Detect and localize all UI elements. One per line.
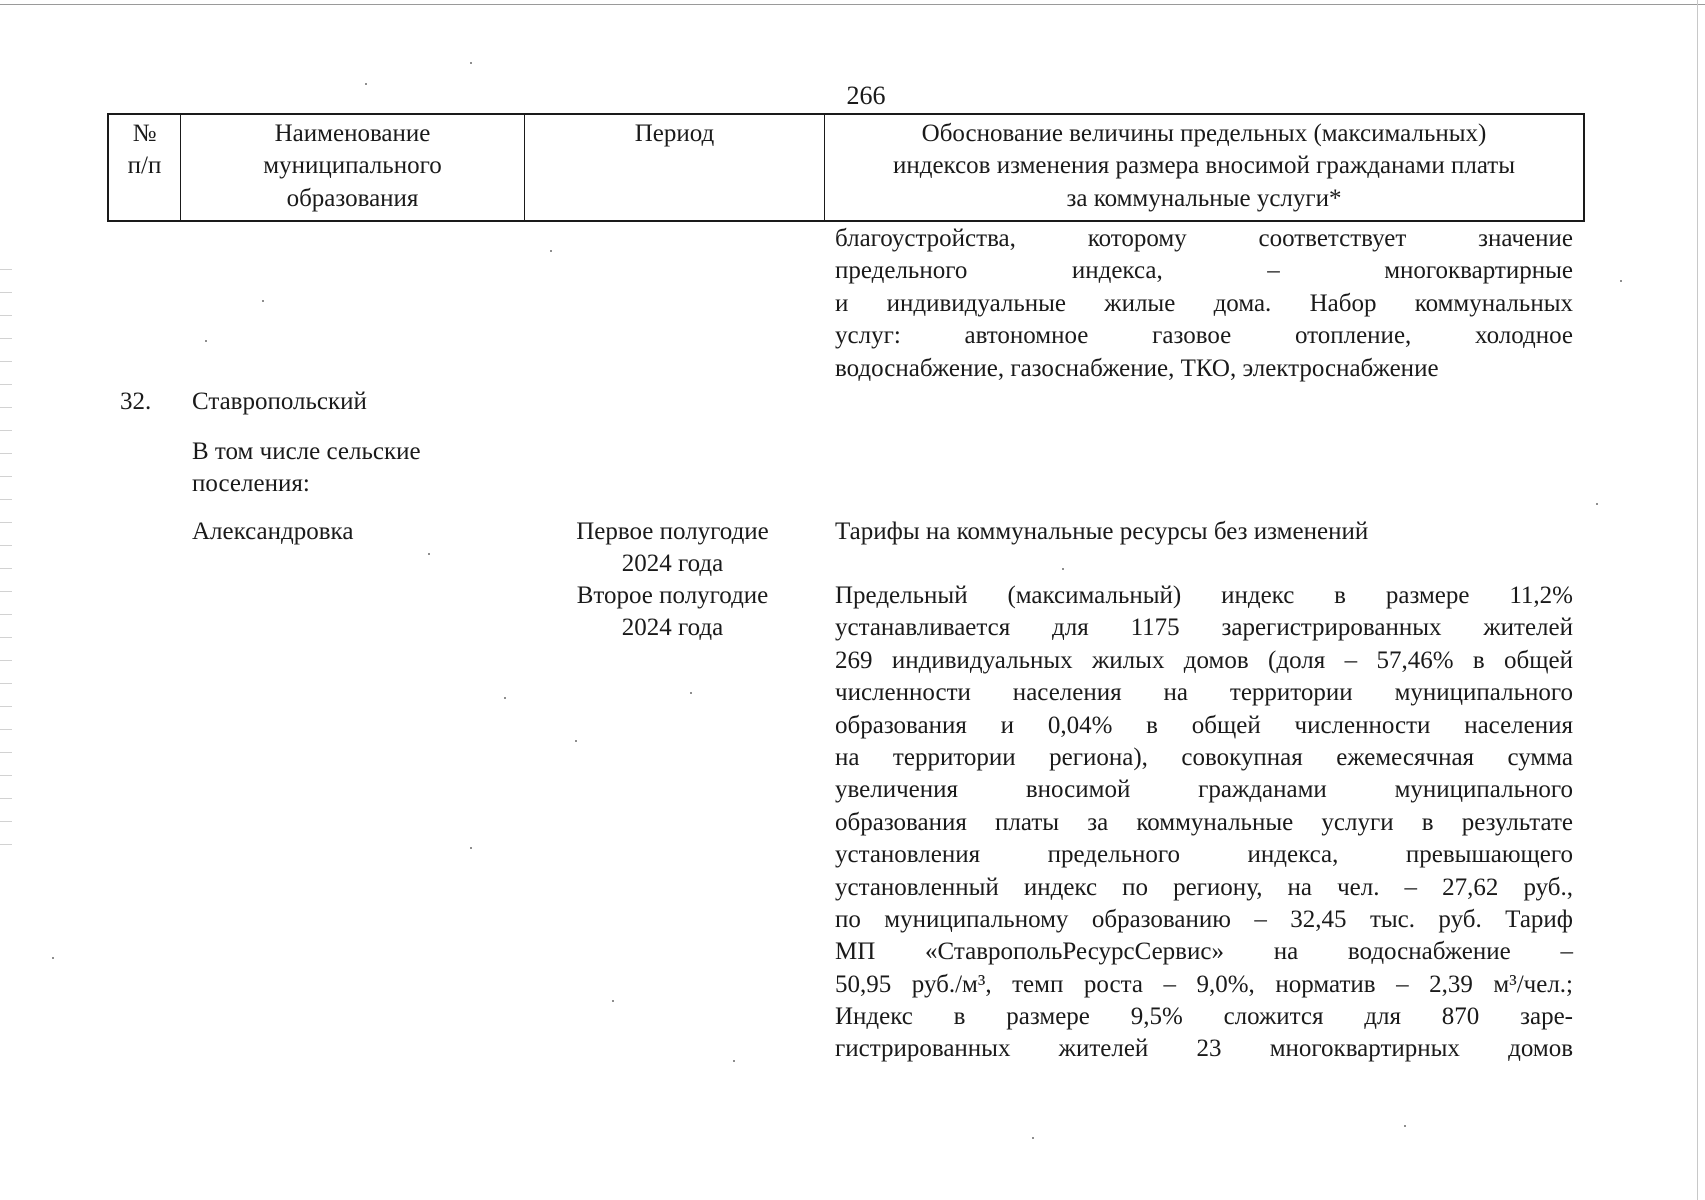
header-municipality-column [181,115,525,220]
scan-speck [470,847,472,849]
text-line: устанавливается для 1175 зарегистрированных жителей [835,614,1573,642]
text-line: МП «СтавропольРесурсСервис» на водоснабжение – [835,938,1573,966]
text-line: услуг: автономное газовое отопление, холодное [835,322,1573,350]
scan-speck [1596,503,1598,505]
scan-binding-marks [0,260,12,860]
header-text-line: Обоснование величины предельных (максимальных) [921,120,1487,147]
header-text-line: п/п [127,152,162,180]
row-number: 32. [120,388,152,415]
text-line: 2024 года [621,614,724,642]
text-line: Тарифы на коммунальные ресурсы без изменений [835,518,1369,545]
scan-speck [733,1060,735,1062]
header-text-line: № [132,120,157,147]
scan-right-edge [1697,0,1698,1200]
text-line: численности населения на территории муниципального [835,679,1573,707]
header-text-line: муниципального [263,152,442,180]
text-line: В том числе сельские [192,438,421,465]
page-number: 266 [846,81,886,110]
text-line: водоснабжение, газоснабжение, ТКО, электроснабжение [835,354,1439,382]
text-line: и индивидуальные жилые дома. Набор коммунальных [835,289,1573,317]
scan-speck [428,553,430,555]
table-header [107,113,1585,222]
justification-first-half [835,516,1573,548]
settlement-name: Александровка [192,518,354,545]
justification-second-half [835,580,1573,1066]
scan-speck [504,697,506,699]
scan-speck [1404,1125,1406,1127]
scan-speck [262,300,264,302]
scan-top-rule [0,4,1705,5]
text-line: образования платы за коммунальные услуги в результате [835,808,1573,836]
text-line: Второе полугодие [576,582,769,609]
header-justification-column [825,115,1583,220]
text-line: образования и 0,04% в общей численности населения [835,711,1573,739]
period-second-half [540,580,805,645]
header-text-line: Период [634,120,715,147]
scan-speck [690,692,692,694]
scan-speck [612,1000,614,1002]
scan-speck [205,340,207,342]
text-line: Первое полугодие [576,518,769,545]
text-line: 2024 года [621,550,724,578]
scan-speck [1062,568,1064,570]
text-line: поселения: [192,470,310,498]
header-text-line: Наименование [274,120,431,147]
municipality-name: Ставропольский [192,388,367,415]
text-line: гистрированных жителей 23 многоквартирных домов [835,1035,1573,1063]
text-line: установленный индекс по региону, на чел. – 27,62 руб., [835,873,1573,901]
scan-speck [550,250,552,252]
header-period-column [525,115,825,220]
scan-speck [470,62,472,64]
settlements-subheading [192,436,492,501]
period-first-half [540,516,805,581]
scan-speck [52,957,54,959]
text-line: Предельный (максимальный) индекс в размере 11,2% [835,582,1573,609]
text-line: увеличения вносимой гражданами муниципального [835,776,1573,804]
scan-speck [1032,1137,1034,1139]
header-text-line: за коммунальные услуги* [1066,184,1342,212]
scan-speck [365,83,367,85]
text-line: благоустройства, которому соответствует значение [835,225,1573,252]
header-text-line: образования [286,184,419,212]
header-number-column [109,115,181,220]
header-text-line: индексов изменения размера вносимой гражданами платы [892,152,1516,180]
continuation-paragraph [835,223,1573,385]
text-line: 269 индивидуальных жилых домов (доля – 57,46% в общей [835,646,1573,674]
text-line: Индекс в размере 9,5% сложится для 870 заре- [835,1003,1573,1031]
text-line: предельного индекса, – многоквартирные [835,257,1573,285]
text-line: 50,95 руб./м³, темп роста – 9,0%, норматив – 2,39 м³/чел.; [835,970,1573,998]
text-line: на территории региона), совокупная ежемесячная сумма [835,743,1573,771]
text-line: по муниципальному образованию – 32,45 тыс. руб. Тариф [835,905,1573,933]
scan-speck [1620,280,1622,282]
scan-speck [575,740,577,742]
text-line: установления предельного индекса, превышающего [835,841,1573,869]
